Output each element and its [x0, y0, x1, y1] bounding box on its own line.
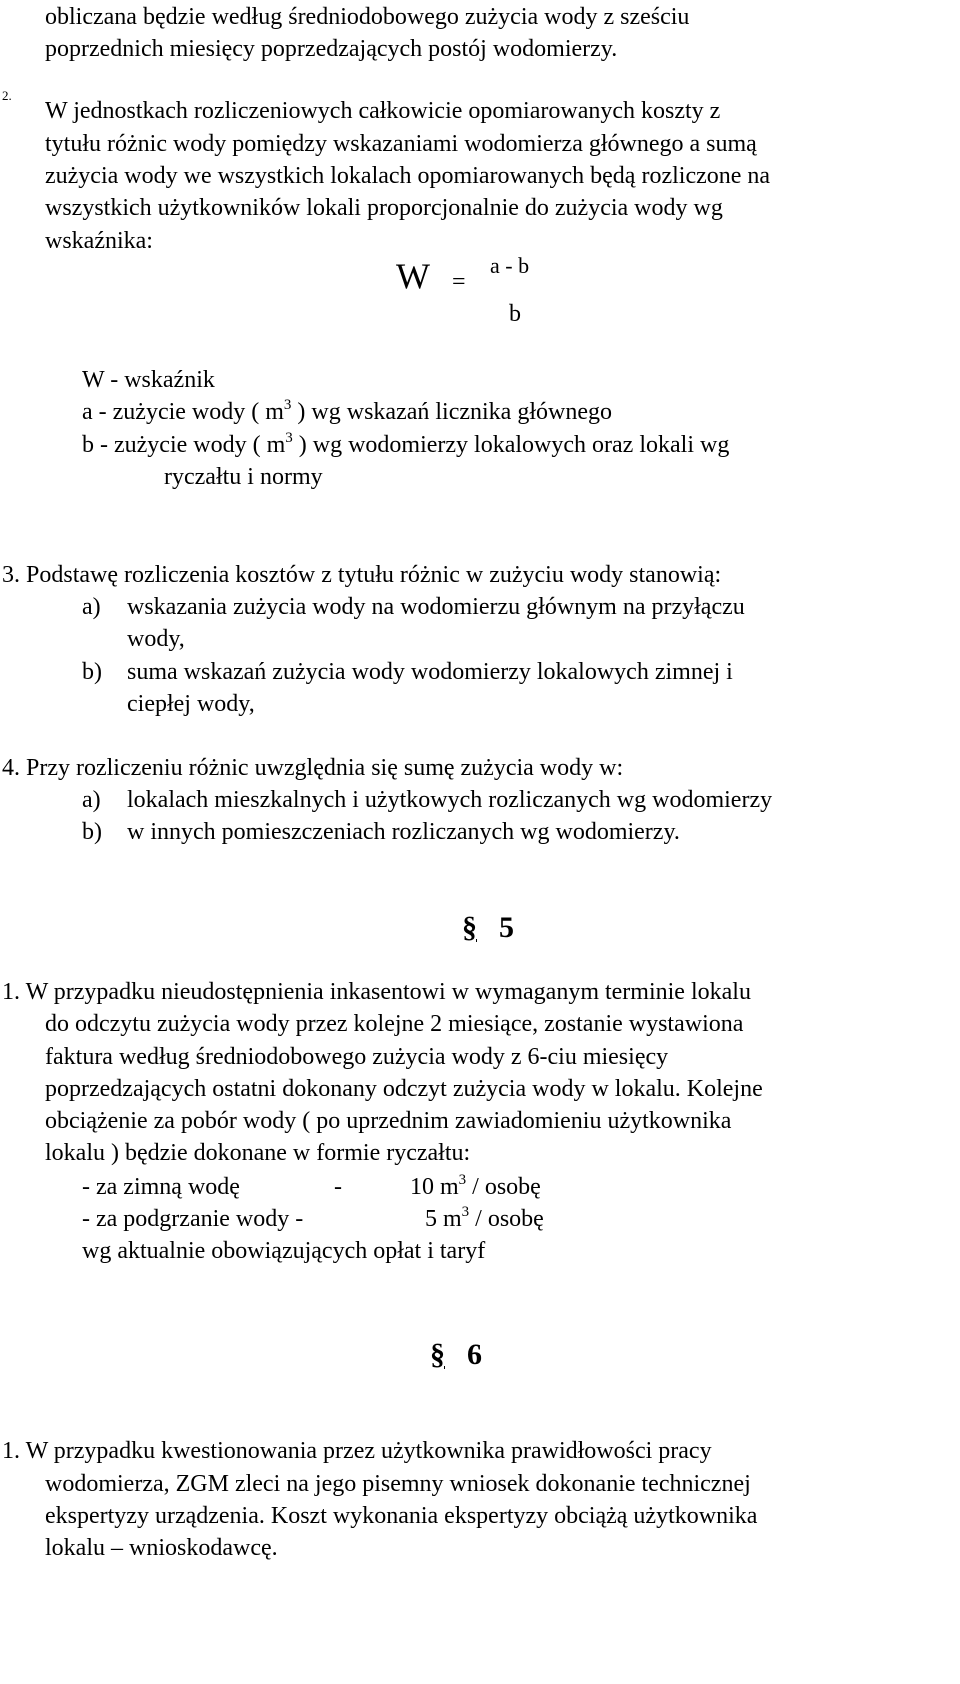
- s5-p1-line-4: poprzedzających ostatni dokonany odczyt zużycia wody w lokalu. Kolejne: [45, 1076, 763, 1102]
- paragraph-2-line-5: wskaźnika:: [45, 228, 153, 254]
- section-6-heading: [430, 1339, 482, 1371]
- paragraph-2-line-2: tytułu różnic wody pomiędzy wskazaniami wodomierza głównego a sumą: [45, 131, 757, 157]
- section-sign: §: [462, 911, 477, 944]
- hot-water-label: - za podgrzanie wody -: [82, 1206, 304, 1232]
- legend-b-continuation: ryczałtu i normy: [164, 464, 323, 490]
- paragraph-3-a-label: a): [82, 594, 101, 620]
- paragraph-3-b-label: b): [82, 659, 102, 685]
- s6-p1-line-4: lokalu – wnioskodawcę.: [45, 1535, 278, 1561]
- intro-line-2: poprzednich miesięcy poprzedzających postój wodomierzy.: [45, 36, 618, 62]
- formula-numerator: a - b: [490, 253, 530, 278]
- paragraph-3-a-line-2: wody,: [127, 626, 185, 652]
- paragraph-3-b-line-2: ciepłej wody,: [127, 691, 255, 717]
- paragraph-2-line-3: zużycia wody we wszystkich lokalach opomiarowanych będą rozliczone na: [45, 163, 771, 189]
- paragraph-4-b-text: w innych pomieszczeniach rozliczanych wg wodomierzy.: [127, 819, 680, 845]
- formula-denominator: b: [509, 301, 521, 327]
- paragraph-4-a-label: a): [82, 787, 101, 813]
- cold-water-label: - za zimną wodę: [82, 1174, 240, 1200]
- legend-b: b - zużycie wody ( $m^3$ ) wg wodomierzy lokalowych oraz lokali wg: [82, 430, 730, 458]
- paragraph-3-b-line-1: suma wskazań zużycia wody wodomierzy lokalowych zimnej i: [127, 659, 733, 685]
- s6-p1-line-1: 1. W przypadku kwestionowania przez użytkownika prawidłowości pracy: [2, 1438, 712, 1464]
- hot-water-rate: 5 $m^3$ / osobę: [425, 1204, 544, 1232]
- section-5-number: 5: [499, 911, 514, 944]
- paragraph-3-line-1: 3. Podstawę rozliczenia kosztów z tytułu różnic w zużyciu wody stanowią:: [2, 562, 722, 588]
- section-6-number: 6: [467, 1338, 482, 1371]
- section-5-heading: [462, 912, 514, 944]
- paragraph-2-line-1: W jednostkach rozliczeniowych całkowicie opomiarowanych koszty z: [45, 98, 721, 124]
- s5-p1-line-5: obciążenie za pobór wody ( po uprzednim zawiadomieniu użytkownika: [45, 1108, 732, 1134]
- s5-p1-line-6: lokalu ) będzie dokonane w formie ryczałtu:: [45, 1140, 471, 1166]
- s6-p1-line-3: ekspertyzy urządzenia. Koszt wykonania ekspertyzy obciążą użytkownika: [45, 1503, 758, 1529]
- cold-water-rate: 10 $m^3$ / osobę: [410, 1172, 541, 1200]
- s5-p1-line-2: do odczytu zużycia wody przez kolejne 2 miesiące, zostanie wystawiona: [45, 1011, 744, 1037]
- section-sign: §: [430, 1338, 445, 1371]
- tariff-note: wg aktualnie obowiązujących opłat i taryf: [82, 1238, 486, 1264]
- paragraph-2-line-4: wszystkich użytkowników lokali proporcjonalnie do zużycia wody wg: [45, 195, 723, 221]
- intro-line-1: obliczana będzie według średniodobowego zużycia wody z sześciu: [45, 4, 690, 30]
- paragraph-4-b-label: b): [82, 819, 102, 845]
- paragraph-4-line-1: 4. Przy rozliczeniu różnic uwzględnia się sumę zużycia wody w:: [2, 755, 624, 781]
- paragraph-3-a-line-1: wskazania zużycia wody na wodomierzu głównym na przyłączu: [127, 594, 745, 620]
- paragraph-2-number: 2.: [2, 88, 12, 103]
- legend-w: W - wskaźnik: [82, 367, 215, 393]
- s5-p1-line-3: faktura według średniodobowego zużycia wody z 6-ciu miesięcy: [45, 1044, 669, 1070]
- cold-water-dash: -: [334, 1174, 342, 1200]
- paragraph-4-a-text: lokalach mieszkalnych i użytkowych rozliczanych wg wodomierzy: [127, 787, 773, 813]
- s5-p1-line-1: 1. W przypadku nieudostępnienia inkasentowi w wymaganym terminie lokalu: [2, 979, 751, 1005]
- formula-lhs: W: [396, 256, 430, 296]
- s6-p1-line-2: wodomierza, ZGM zleci na jego pisemny wniosek dokonanie technicznej: [45, 1471, 751, 1497]
- formula-equals: =: [452, 269, 466, 295]
- legend-a: a - zużycie wody ( $m^3$ ) wg wskazań licznika głównego: [82, 397, 612, 425]
